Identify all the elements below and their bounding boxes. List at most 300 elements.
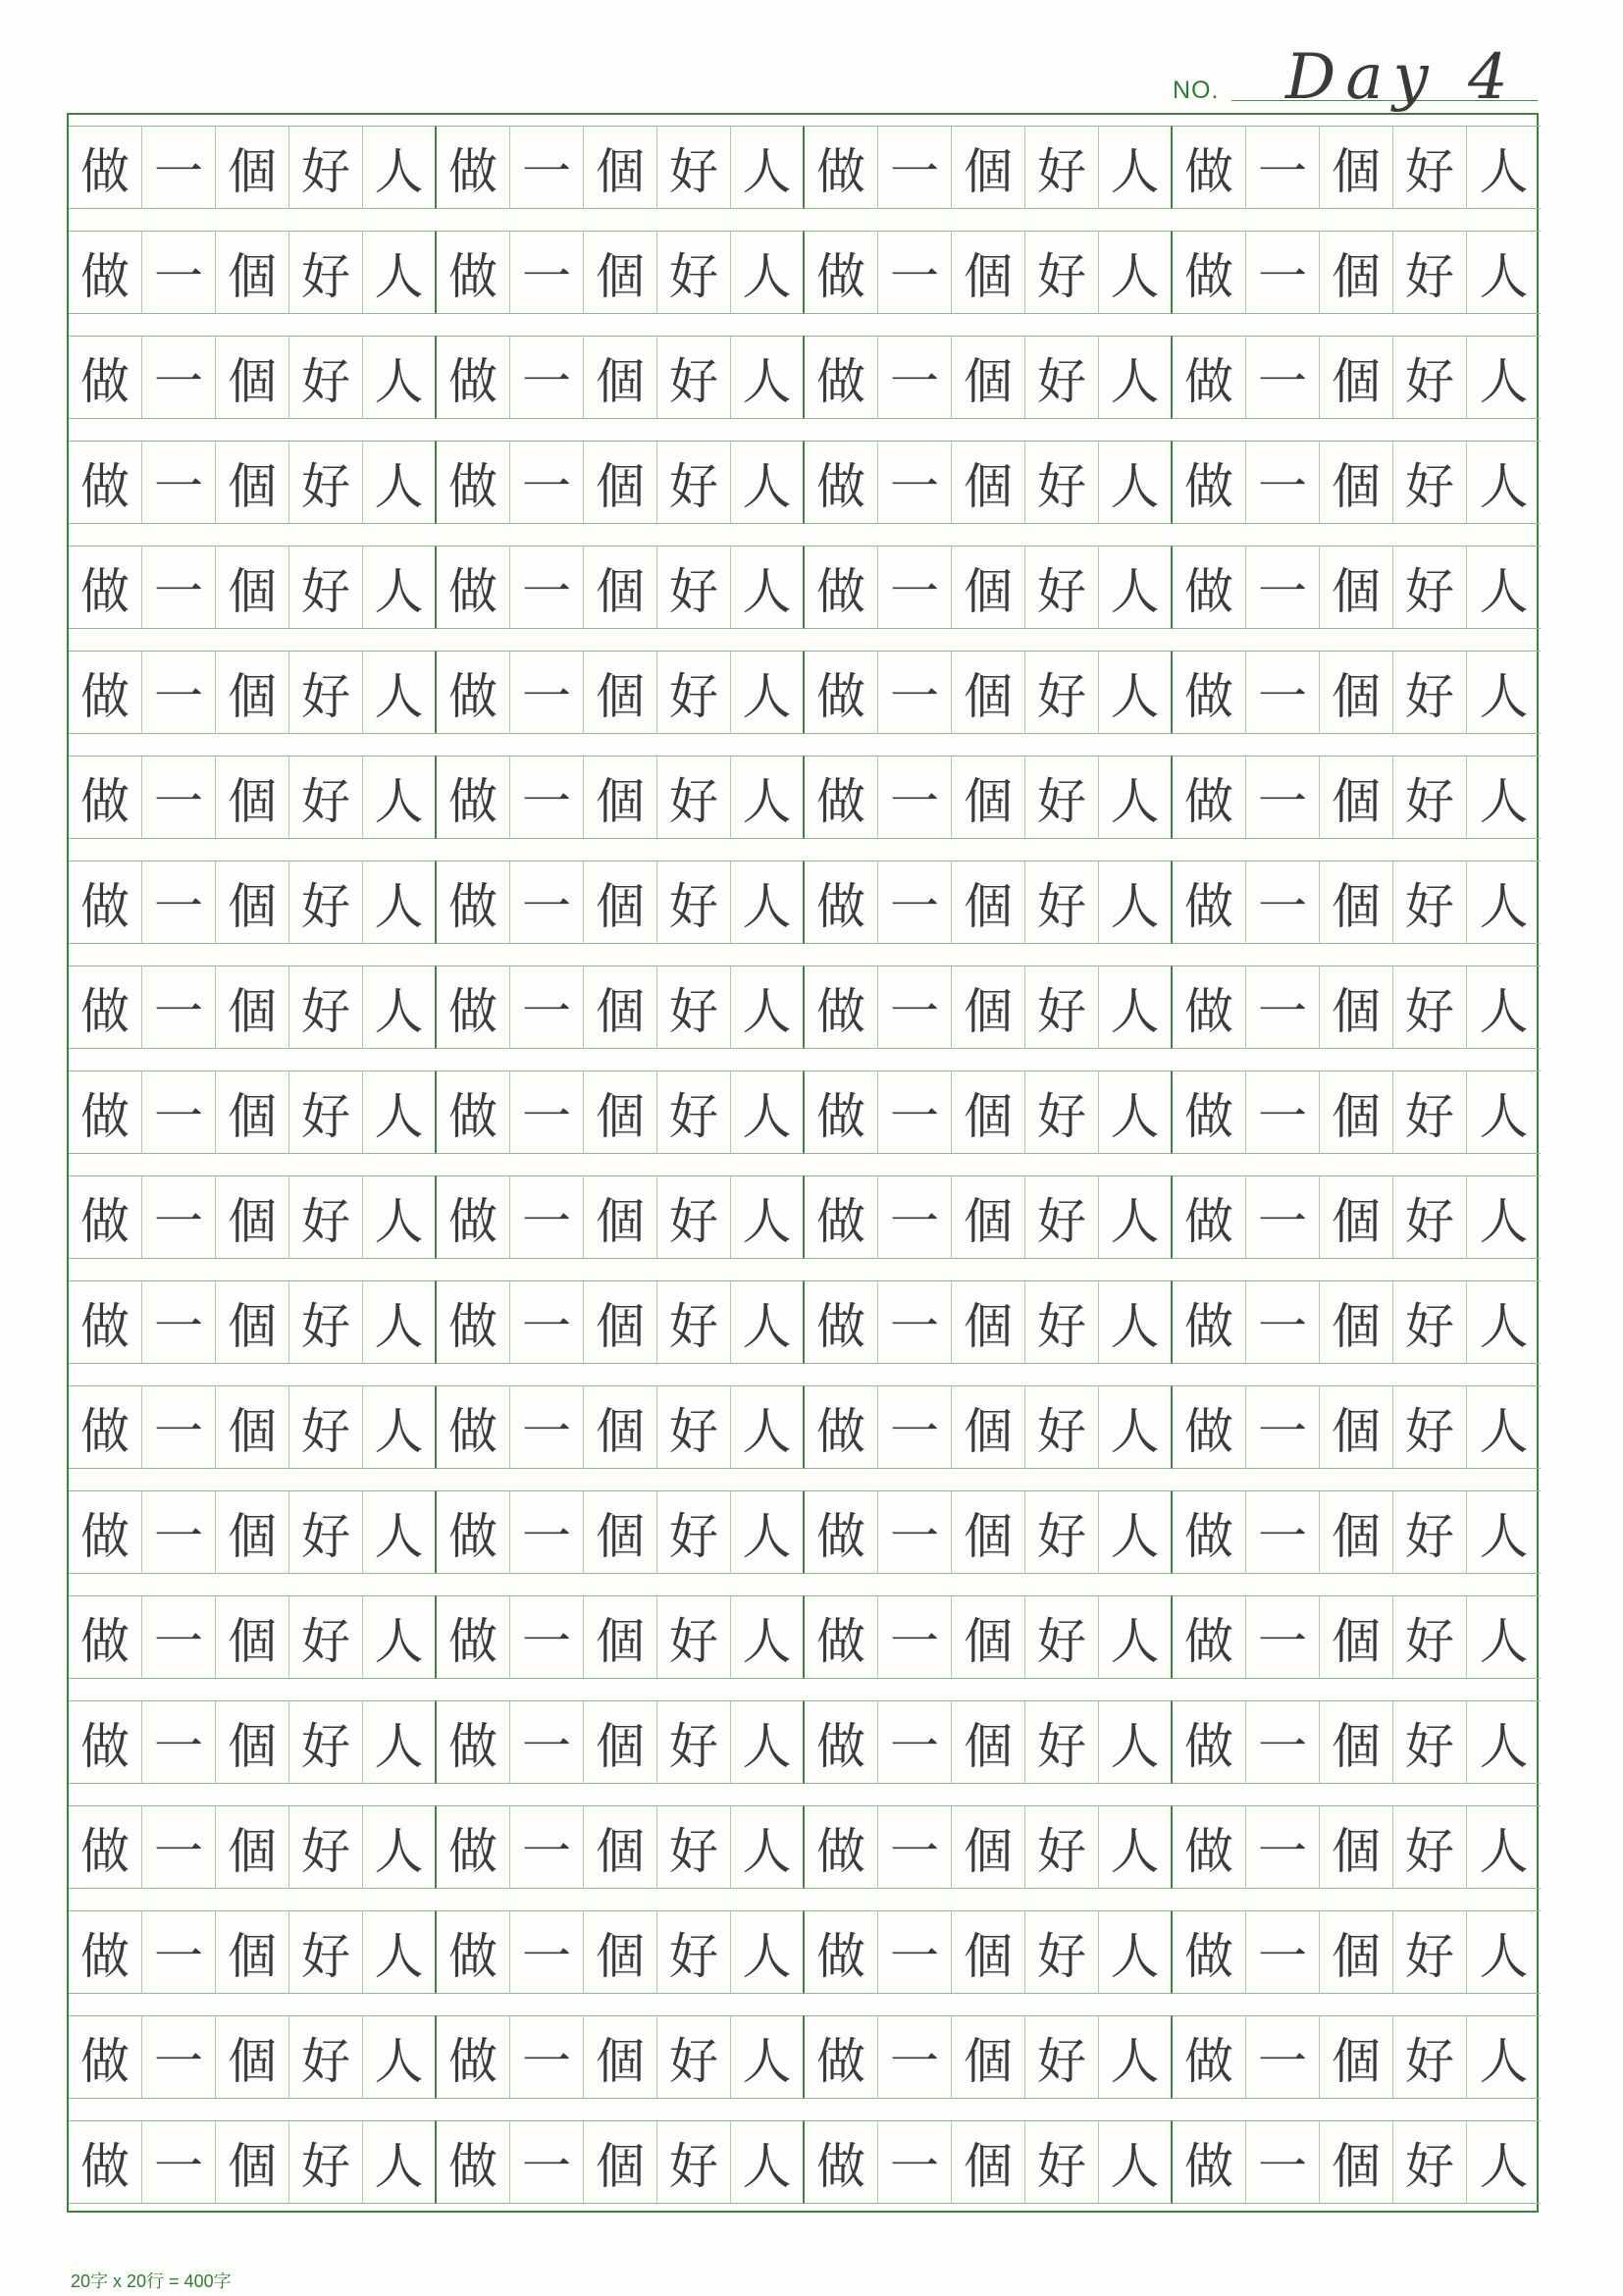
grid-cell: 個 bbox=[952, 1700, 1025, 1784]
grid-cell: 一 bbox=[878, 1805, 952, 1889]
grid-cell: 好 bbox=[289, 1700, 363, 1784]
grid-cell: 人 bbox=[1099, 1385, 1173, 1469]
grid-cell: 一 bbox=[142, 1280, 216, 1364]
grid-cell: 人 bbox=[1099, 1175, 1173, 1259]
grid-cell: 一 bbox=[1246, 965, 1320, 1049]
grid-cell: 個 bbox=[584, 336, 657, 419]
grid-cell: 人 bbox=[1467, 1910, 1541, 1994]
grid-cell: 做 bbox=[805, 336, 878, 419]
grid-cell: 好 bbox=[1025, 2015, 1099, 2099]
grid-cell: 做 bbox=[437, 126, 510, 209]
grid-cell: 好 bbox=[289, 441, 363, 524]
grid-cell: 一 bbox=[142, 1385, 216, 1469]
grid-cell: 人 bbox=[731, 1700, 805, 1784]
grid-cell: 人 bbox=[1099, 1280, 1173, 1364]
grid-cell: 個 bbox=[216, 1595, 289, 1679]
grid-cell: 個 bbox=[952, 651, 1025, 734]
grid-cell: 做 bbox=[805, 1280, 878, 1364]
grid-cell: 一 bbox=[142, 861, 216, 944]
grid-cell: 做 bbox=[437, 1910, 510, 1994]
grid-cell: 一 bbox=[142, 1490, 216, 1574]
grid-cell: 做 bbox=[437, 1280, 510, 1364]
grid-cell: 做 bbox=[805, 965, 878, 1049]
grid-cell: 做 bbox=[69, 861, 142, 944]
grid-row bbox=[69, 1385, 1537, 1469]
grid-cell: 個 bbox=[1320, 2015, 1393, 2099]
grid-cell: 做 bbox=[69, 1280, 142, 1364]
grid-cell: 做 bbox=[805, 441, 878, 524]
grid-cell: 人 bbox=[731, 441, 805, 524]
manuscript-grid bbox=[67, 113, 1539, 2213]
grid-cell: 好 bbox=[1393, 1385, 1467, 1469]
grid-cell: 人 bbox=[1099, 2120, 1173, 2204]
grid-cell: 好 bbox=[1393, 651, 1467, 734]
grid-cell: 好 bbox=[289, 1595, 363, 1679]
grid-cell: 一 bbox=[878, 965, 952, 1049]
grid-cell: 個 bbox=[952, 126, 1025, 209]
grid-cell: 好 bbox=[1393, 2120, 1467, 2204]
grid-cell: 一 bbox=[510, 756, 584, 839]
grid-cell: 好 bbox=[289, 1805, 363, 1889]
grid-cell: 人 bbox=[363, 441, 437, 524]
grid-cell: 個 bbox=[216, 1280, 289, 1364]
grid-cell: 個 bbox=[1320, 1385, 1393, 1469]
grid-cell: 個 bbox=[952, 1595, 1025, 1679]
grid-cell: 人 bbox=[363, 231, 437, 314]
grid-cell: 個 bbox=[952, 231, 1025, 314]
grid-cell: 人 bbox=[1099, 861, 1173, 944]
grid-cell: 一 bbox=[878, 336, 952, 419]
grid-cell: 好 bbox=[289, 1490, 363, 1574]
grid-cell: 做 bbox=[805, 1910, 878, 1994]
grid-cell: 一 bbox=[142, 651, 216, 734]
grid-cell: 做 bbox=[69, 1910, 142, 1994]
grid-cell: 好 bbox=[657, 231, 731, 314]
grid-cell: 做 bbox=[805, 2120, 878, 2204]
grid-cell: 做 bbox=[1173, 1070, 1246, 1154]
grid-cell: 好 bbox=[289, 2015, 363, 2099]
grid-cell: 一 bbox=[878, 1070, 952, 1154]
grid-cell: 好 bbox=[1393, 1175, 1467, 1259]
grid-cell: 個 bbox=[584, 1070, 657, 1154]
grid-cell: 好 bbox=[289, 231, 363, 314]
grid-cell: 個 bbox=[1320, 1490, 1393, 1574]
grid-cell: 做 bbox=[69, 1070, 142, 1154]
grid-cell: 做 bbox=[1173, 2015, 1246, 2099]
grid-cell: 做 bbox=[1173, 2120, 1246, 2204]
grid-cell: 一 bbox=[510, 651, 584, 734]
grid-cell: 一 bbox=[510, 441, 584, 524]
grid-cell: 做 bbox=[69, 1490, 142, 1574]
grid-cell: 人 bbox=[1099, 1490, 1173, 1574]
grid-cell: 個 bbox=[216, 2120, 289, 2204]
grid-cell: 人 bbox=[1467, 2015, 1541, 2099]
grid-cell: 好 bbox=[1025, 756, 1099, 839]
grid-cell: 好 bbox=[1393, 1070, 1467, 1154]
grid-cell: 做 bbox=[1173, 1175, 1246, 1259]
grid-cell: 人 bbox=[363, 1385, 437, 1469]
grid-cell: 人 bbox=[731, 1280, 805, 1364]
grid-cell: 個 bbox=[1320, 1805, 1393, 1889]
grid-cell: 做 bbox=[1173, 546, 1246, 629]
grid-cell: 一 bbox=[142, 126, 216, 209]
grid-cell: 做 bbox=[1173, 126, 1246, 209]
grid-cell: 一 bbox=[510, 2015, 584, 2099]
grid-cell: 一 bbox=[510, 861, 584, 944]
grid-cell: 做 bbox=[1173, 231, 1246, 314]
grid-cell: 個 bbox=[216, 1070, 289, 1154]
grid-cell: 個 bbox=[952, 861, 1025, 944]
grid-cell: 好 bbox=[657, 441, 731, 524]
grid-cell: 人 bbox=[1467, 756, 1541, 839]
grid-cell: 好 bbox=[1393, 2015, 1467, 2099]
grid-cell: 做 bbox=[437, 756, 510, 839]
grid-cell: 人 bbox=[731, 1385, 805, 1469]
grid-cell: 做 bbox=[1173, 1385, 1246, 1469]
grid-cell: 好 bbox=[1025, 1280, 1099, 1364]
grid-cell: 做 bbox=[69, 1175, 142, 1259]
grid-cell: 個 bbox=[952, 336, 1025, 419]
grid-cell: 一 bbox=[510, 1175, 584, 1259]
grid-cell: 個 bbox=[216, 651, 289, 734]
grid-cell: 個 bbox=[216, 1385, 289, 1469]
grid-cell: 個 bbox=[584, 1385, 657, 1469]
grid-cell: 個 bbox=[216, 126, 289, 209]
grid-cell: 個 bbox=[952, 1385, 1025, 1469]
grid-cell: 做 bbox=[69, 441, 142, 524]
grid-cell: 一 bbox=[1246, 126, 1320, 209]
grid-cell: 人 bbox=[1467, 2120, 1541, 2204]
grid-cell: 做 bbox=[437, 1805, 510, 1889]
grid-cell: 一 bbox=[510, 546, 584, 629]
grid-cell: 一 bbox=[142, 2015, 216, 2099]
grid-cell: 好 bbox=[657, 651, 731, 734]
grid-cell: 個 bbox=[1320, 1070, 1393, 1154]
grid-cell: 一 bbox=[1246, 861, 1320, 944]
grid-cell: 做 bbox=[805, 2015, 878, 2099]
grid-cell: 個 bbox=[216, 1910, 289, 1994]
grid-cell: 好 bbox=[1025, 1175, 1099, 1259]
grid-cell: 個 bbox=[1320, 965, 1393, 1049]
grid-cell: 做 bbox=[805, 1805, 878, 1889]
grid-cell: 個 bbox=[584, 965, 657, 1049]
grid-cell: 好 bbox=[289, 546, 363, 629]
grid-cell: 做 bbox=[1173, 1280, 1246, 1364]
grid-cell: 人 bbox=[363, 1280, 437, 1364]
grid-cell: 好 bbox=[657, 126, 731, 209]
grid-cell: 人 bbox=[1467, 126, 1541, 209]
grid-cell: 個 bbox=[584, 1280, 657, 1364]
grid-cell: 人 bbox=[1467, 1175, 1541, 1259]
grid-cell: 一 bbox=[1246, 2120, 1320, 2204]
grid-cell: 做 bbox=[805, 1490, 878, 1574]
grid-cell: 好 bbox=[1025, 1805, 1099, 1889]
grid-cell: 人 bbox=[1467, 546, 1541, 629]
grid-cell: 個 bbox=[952, 441, 1025, 524]
grid-cell: 一 bbox=[142, 336, 216, 419]
grid-cell: 一 bbox=[142, 546, 216, 629]
grid-cell: 好 bbox=[289, 1385, 363, 1469]
grid-cell: 一 bbox=[878, 231, 952, 314]
grid-cell: 一 bbox=[878, 546, 952, 629]
grid-cell: 做 bbox=[69, 2015, 142, 2099]
grid-cell: 一 bbox=[1246, 1175, 1320, 1259]
grid-cell: 個 bbox=[216, 1700, 289, 1784]
grid-cell: 做 bbox=[437, 231, 510, 314]
grid-cell: 好 bbox=[1393, 126, 1467, 209]
grid-cell: 好 bbox=[289, 756, 363, 839]
grid-cell: 好 bbox=[289, 965, 363, 1049]
grid-cell: 好 bbox=[1025, 965, 1099, 1049]
grid-cell: 一 bbox=[142, 1070, 216, 1154]
grid-cell: 個 bbox=[952, 1175, 1025, 1259]
grid-row bbox=[69, 231, 1537, 314]
grid-cell: 做 bbox=[437, 2015, 510, 2099]
grid-cell: 個 bbox=[1320, 336, 1393, 419]
grid-cell: 好 bbox=[1393, 756, 1467, 839]
grid-cell: 好 bbox=[1025, 546, 1099, 629]
grid-cell: 人 bbox=[731, 651, 805, 734]
grid-cell: 人 bbox=[1467, 1385, 1541, 1469]
grid-cell: 人 bbox=[731, 965, 805, 1049]
grid-cell: 個 bbox=[1320, 231, 1393, 314]
grid-cell: 好 bbox=[289, 1910, 363, 1994]
grid-cell: 一 bbox=[1246, 756, 1320, 839]
grid-cell: 人 bbox=[1467, 336, 1541, 419]
grid-cell: 好 bbox=[289, 1070, 363, 1154]
grid-cell: 做 bbox=[805, 231, 878, 314]
grid-cell: 人 bbox=[1467, 441, 1541, 524]
grid-cell: 做 bbox=[437, 1385, 510, 1469]
grid-cell: 個 bbox=[1320, 651, 1393, 734]
grid-cell: 一 bbox=[510, 1490, 584, 1574]
grid-cell: 人 bbox=[363, 1805, 437, 1889]
grid-cell: 做 bbox=[437, 861, 510, 944]
grid-cell: 一 bbox=[510, 2120, 584, 2204]
grid-row bbox=[69, 1910, 1537, 1994]
grid-cell: 一 bbox=[878, 1595, 952, 1679]
grid-cell: 做 bbox=[1173, 1700, 1246, 1784]
grid-cell: 好 bbox=[1025, 126, 1099, 209]
grid-cell: 個 bbox=[952, 2015, 1025, 2099]
grid-cell: 做 bbox=[805, 1595, 878, 1679]
grid-cell: 個 bbox=[216, 336, 289, 419]
grid-cell: 做 bbox=[69, 2120, 142, 2204]
grid-row bbox=[69, 1700, 1537, 1784]
grid-cell: 做 bbox=[805, 1070, 878, 1154]
grid-cell: 一 bbox=[878, 1910, 952, 1994]
grid-cell: 個 bbox=[216, 1490, 289, 1574]
grid-cell: 做 bbox=[805, 1700, 878, 1784]
grid-cell: 做 bbox=[437, 1490, 510, 1574]
grid-cell: 做 bbox=[437, 2120, 510, 2204]
grid-cell: 人 bbox=[363, 336, 437, 419]
grid-cell: 做 bbox=[805, 126, 878, 209]
grid-cell: 個 bbox=[1320, 1700, 1393, 1784]
grid-cell: 做 bbox=[437, 336, 510, 419]
grid-cell: 人 bbox=[1467, 1805, 1541, 1889]
grid-cell: 一 bbox=[142, 231, 216, 314]
grid-cell: 人 bbox=[731, 1175, 805, 1259]
grid-cell: 個 bbox=[584, 861, 657, 944]
grid-cell: 人 bbox=[731, 1805, 805, 1889]
grid-cell: 好 bbox=[289, 336, 363, 419]
grid-cell: 好 bbox=[657, 861, 731, 944]
grid-cell: 一 bbox=[510, 1700, 584, 1784]
grid-cell: 好 bbox=[657, 1910, 731, 1994]
grid-cell: 好 bbox=[1025, 1700, 1099, 1784]
grid-cell: 做 bbox=[69, 1595, 142, 1679]
grid-cell: 個 bbox=[952, 1070, 1025, 1154]
grid-cell: 做 bbox=[69, 965, 142, 1049]
grid-cell: 人 bbox=[363, 756, 437, 839]
grid-row bbox=[69, 2015, 1537, 2099]
grid-cell: 做 bbox=[437, 546, 510, 629]
grid-cell: 人 bbox=[1099, 546, 1173, 629]
grid-cell: 好 bbox=[289, 861, 363, 944]
grid-cell: 做 bbox=[1173, 1910, 1246, 1994]
grid-cell: 好 bbox=[657, 1700, 731, 1784]
grid-cell: 人 bbox=[363, 861, 437, 944]
grid-cell: 人 bbox=[1099, 441, 1173, 524]
grid-cell: 好 bbox=[657, 546, 731, 629]
grid-cell: 做 bbox=[437, 1070, 510, 1154]
grid-cell: 個 bbox=[952, 1910, 1025, 1994]
grid-cell: 好 bbox=[657, 1805, 731, 1889]
grid-cell: 好 bbox=[657, 1175, 731, 1259]
grid-cell: 個 bbox=[584, 231, 657, 314]
grid-cell: 人 bbox=[1099, 965, 1173, 1049]
grid-cell: 做 bbox=[437, 1175, 510, 1259]
grid-cell: 做 bbox=[1173, 1595, 1246, 1679]
grid-cell: 一 bbox=[1246, 1700, 1320, 1784]
grid-cell: 做 bbox=[1173, 756, 1246, 839]
grid-row bbox=[69, 1595, 1537, 1679]
grid-cell: 一 bbox=[1246, 441, 1320, 524]
handwritten-day-number: Day 4 bbox=[1285, 41, 1518, 114]
grid-cell: 個 bbox=[216, 2015, 289, 2099]
grid-cell: 個 bbox=[1320, 126, 1393, 209]
grid-cell: 人 bbox=[1099, 126, 1173, 209]
grid-cell: 一 bbox=[878, 1280, 952, 1364]
grid-cell: 人 bbox=[1467, 965, 1541, 1049]
grid-cell: 一 bbox=[1246, 1595, 1320, 1679]
grid-cell: 好 bbox=[1025, 336, 1099, 419]
grid-cell: 個 bbox=[584, 1910, 657, 1994]
grid-cell: 好 bbox=[1025, 441, 1099, 524]
grid-cell: 好 bbox=[1393, 1805, 1467, 1889]
grid-row bbox=[69, 336, 1537, 419]
grid-cell: 好 bbox=[1393, 546, 1467, 629]
grid-cell: 好 bbox=[289, 1280, 363, 1364]
grid-cell: 人 bbox=[1099, 1595, 1173, 1679]
grid-row bbox=[69, 1490, 1537, 1574]
grid-cell: 一 bbox=[510, 1070, 584, 1154]
grid-cell: 人 bbox=[1467, 651, 1541, 734]
grid-cell: 做 bbox=[1173, 1490, 1246, 1574]
grid-cell: 一 bbox=[878, 1700, 952, 1784]
grid-cell: 做 bbox=[1173, 861, 1246, 944]
grid-cell: 個 bbox=[216, 1175, 289, 1259]
grid-cell: 一 bbox=[510, 1805, 584, 1889]
grid-cell: 人 bbox=[731, 756, 805, 839]
grid-cell: 一 bbox=[878, 651, 952, 734]
grid-cell: 好 bbox=[1393, 336, 1467, 419]
grid-cell: 個 bbox=[1320, 546, 1393, 629]
grid-cell: 一 bbox=[1246, 231, 1320, 314]
grid-row bbox=[69, 1175, 1537, 1259]
grid-cell: 一 bbox=[142, 2120, 216, 2204]
grid-cell: 人 bbox=[363, 1700, 437, 1784]
grid-cell: 一 bbox=[878, 1175, 952, 1259]
grid-cell: 一 bbox=[1246, 2015, 1320, 2099]
grid-cell: 人 bbox=[731, 231, 805, 314]
grid-cell: 個 bbox=[216, 756, 289, 839]
grid-cell: 做 bbox=[69, 1385, 142, 1469]
grid-cell: 一 bbox=[878, 861, 952, 944]
grid-cell: 個 bbox=[952, 756, 1025, 839]
grid-cell: 個 bbox=[584, 1490, 657, 1574]
grid-cell: 個 bbox=[952, 1490, 1025, 1574]
grid-cell: 人 bbox=[1099, 651, 1173, 734]
grid-cell: 一 bbox=[1246, 651, 1320, 734]
grid-cell: 好 bbox=[289, 1175, 363, 1259]
grid-cell: 做 bbox=[805, 1175, 878, 1259]
grid-cell: 一 bbox=[1246, 1490, 1320, 1574]
grid-cell: 個 bbox=[1320, 441, 1393, 524]
grid-cell: 一 bbox=[878, 2015, 952, 2099]
grid-cell: 人 bbox=[1099, 2015, 1173, 2099]
grid-cell: 好 bbox=[657, 965, 731, 1049]
grid-cell: 一 bbox=[142, 965, 216, 1049]
grid-cell: 做 bbox=[69, 126, 142, 209]
grid-cell: 一 bbox=[142, 1700, 216, 1784]
grid-cell: 個 bbox=[216, 861, 289, 944]
grid-cell: 好 bbox=[1025, 1490, 1099, 1574]
grid-cell: 個 bbox=[216, 1805, 289, 1889]
grid-cell: 人 bbox=[1467, 1700, 1541, 1784]
grid-cell: 一 bbox=[510, 965, 584, 1049]
grid-cell: 一 bbox=[510, 1910, 584, 1994]
grid-cell: 個 bbox=[584, 2015, 657, 2099]
grid-cell: 一 bbox=[510, 336, 584, 419]
grid-cell: 好 bbox=[1393, 1700, 1467, 1784]
grid-cell: 人 bbox=[363, 965, 437, 1049]
grid-cell: 做 bbox=[69, 546, 142, 629]
grid-cell: 好 bbox=[657, 1385, 731, 1469]
grid-cell: 一 bbox=[878, 2120, 952, 2204]
grid-cell: 好 bbox=[657, 2015, 731, 2099]
grid-cell: 個 bbox=[1320, 861, 1393, 944]
grid-cell: 人 bbox=[731, 1595, 805, 1679]
grid-cell: 個 bbox=[952, 546, 1025, 629]
grid-cell: 個 bbox=[584, 546, 657, 629]
grid-cell: 個 bbox=[584, 651, 657, 734]
grid-cell: 人 bbox=[1467, 1070, 1541, 1154]
grid-cell: 一 bbox=[1246, 1805, 1320, 1889]
grid-cell: 一 bbox=[142, 1175, 216, 1259]
grid-cell: 個 bbox=[216, 965, 289, 1049]
grid-cell: 做 bbox=[69, 1700, 142, 1784]
grid-cell: 做 bbox=[437, 651, 510, 734]
grid-row bbox=[69, 1070, 1537, 1154]
grid-cell: 個 bbox=[1320, 1175, 1393, 1259]
grid-cell: 好 bbox=[1393, 1280, 1467, 1364]
grid-cell: 人 bbox=[731, 2120, 805, 2204]
grid-cell: 個 bbox=[1320, 1910, 1393, 1994]
grid-cell: 做 bbox=[805, 546, 878, 629]
grid-cell: 人 bbox=[1467, 1280, 1541, 1364]
